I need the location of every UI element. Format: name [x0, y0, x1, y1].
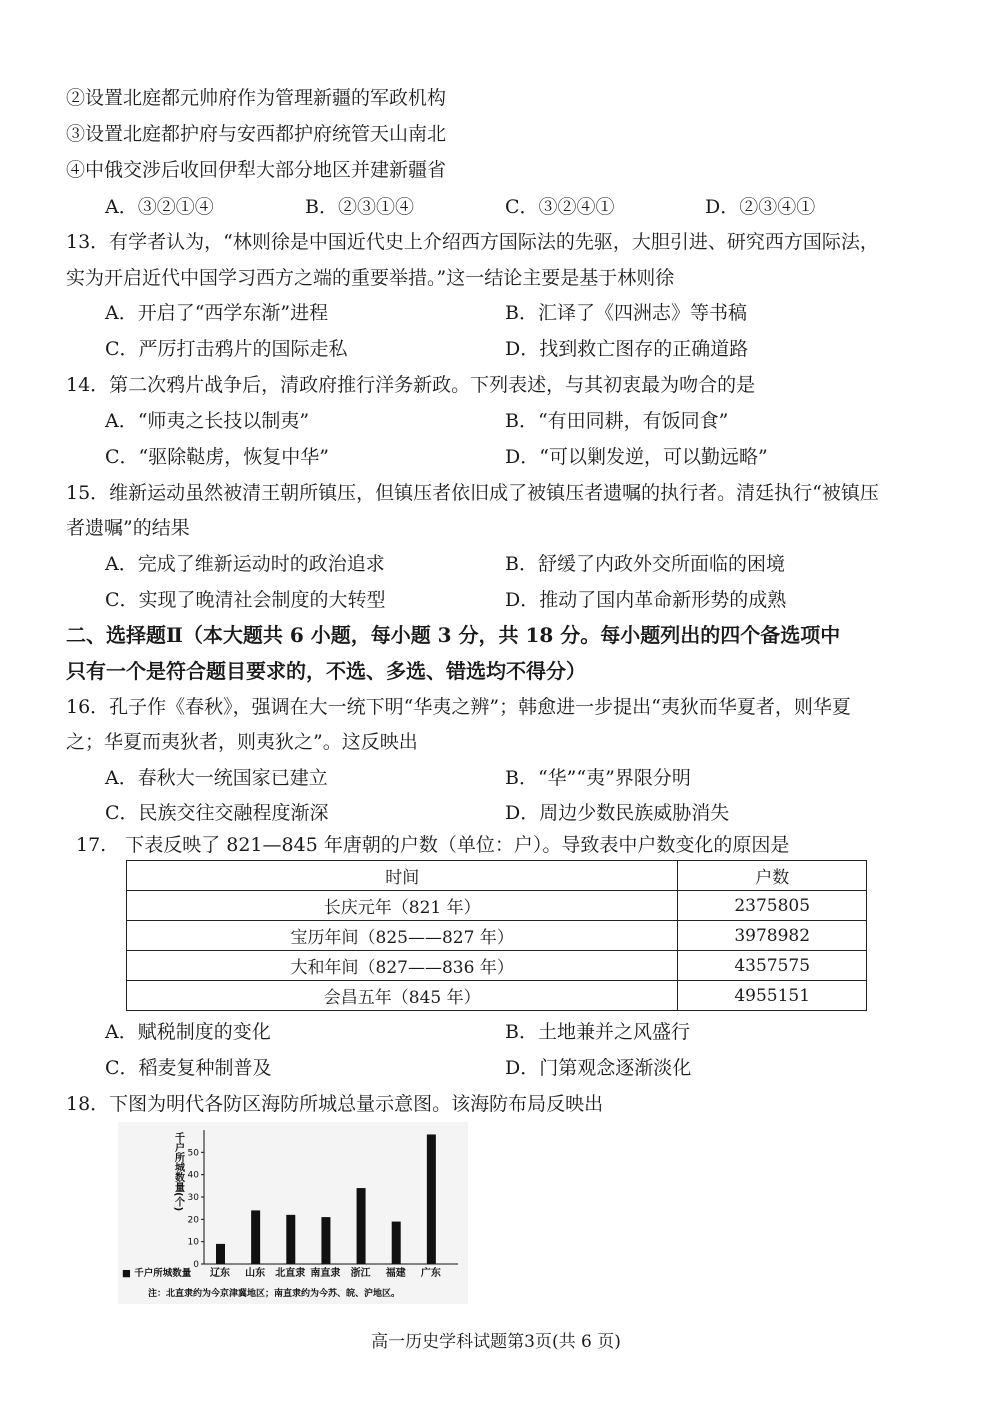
- option-line-3: ③设置北庭都护府与安西都护府统管天山南北: [66, 123, 447, 145]
- table-cell-time: 会昌五年（845 年）: [127, 981, 678, 1011]
- q17-option-b: B．土地兼并之风盛行: [505, 1021, 690, 1043]
- q15-stem-line1: 15．维新运动虽然被清王朝所镇压，但镇压者依旧成了被镇压者遗嘱的执行者。清廷执行“被镇压: [66, 482, 879, 504]
- q13-option-b: B．汇译了《四洲志》等书稿: [505, 302, 747, 324]
- q17-option-c: C．稻麦复种制普及: [105, 1057, 272, 1079]
- q17-option-a: A．赋税制度的变化: [105, 1021, 271, 1043]
- bar: [392, 1222, 401, 1264]
- y-tick-label: 20: [187, 1215, 199, 1226]
- q17-option-d: D．门第观念逐渐淡化: [505, 1057, 692, 1079]
- bar: [251, 1210, 260, 1264]
- q16-option-d: D．周边少数民族威胁消失: [505, 802, 730, 824]
- table-row: [127, 951, 867, 981]
- q12-option-b: B．②③①④: [305, 196, 414, 218]
- x-tick-label: 南直隶: [310, 1268, 341, 1279]
- q15-option-a: A．完成了维新运动时的政治追求: [105, 553, 385, 575]
- q14-option-a: A．“师夷之长技以制夷”: [105, 410, 310, 432]
- q16-option-b: B．“华”“夷”界限分明: [505, 767, 691, 789]
- chart-svg: [118, 1122, 468, 1304]
- q14-option-c: C．“驱除鞑虏，恢复中华”: [105, 446, 329, 468]
- table-row: [127, 981, 867, 1011]
- q16-stem-line2: 之；华夏而夷狄者，则夷狄之”。这反映出: [66, 731, 418, 753]
- q14-option-b: B．“有田同耕，有饭同食”: [505, 410, 729, 432]
- bar: [216, 1244, 225, 1264]
- x-tick-label: 辽东: [210, 1268, 230, 1279]
- table-header-row: [127, 861, 867, 891]
- q12-option-a: A．③②①④: [105, 196, 214, 218]
- chart-note: 注：北直隶约为今京津冀地区；南直隶约为今苏、皖、沪地区。: [148, 1289, 401, 1299]
- bar: [357, 1188, 366, 1264]
- q16-stem-line1: 16．孔子作《春秋》，强调在大一统下明“华夷之辨”；韩愈进一步提出“夷狄而华夏者，则华夏: [66, 696, 851, 718]
- x-tick-label: 广东: [420, 1268, 441, 1279]
- table-header-time: 时间: [127, 861, 678, 891]
- y-tick-label: 30: [187, 1193, 199, 1203]
- q15-option-c: C．实现了晚清社会制度的大转型: [105, 589, 386, 611]
- table-cell-households: 4955151: [678, 981, 867, 1011]
- section2-heading-line1: 二、选择题Ⅱ（本大题共 6 小题，每小题 3 分，共 18 分。每小题列出的四个备选项中: [66, 623, 841, 647]
- q13-stem-line2: 实为开启近代中国学习西方之端的重要举措。”这一结论主要是基于林则徐: [66, 267, 675, 289]
- q16-option-c: C．民族交往交融程度渐深: [105, 802, 329, 824]
- table-cell-time: 长庆元年（821 年）: [127, 891, 678, 921]
- q12-option-c: C．③②④①: [505, 196, 615, 218]
- q14-option-d: D．“可以剿发逆，可以勤远略”: [505, 446, 768, 468]
- q17-stem: 17. 下表反映了 821—845 年唐朝的户数（单位：户）。导致表中户数变化的原因是: [76, 834, 790, 856]
- table-cell-households: 4357575: [678, 951, 867, 981]
- x-tick-label: 浙江: [350, 1268, 371, 1279]
- y-tick-label: 50: [187, 1148, 199, 1159]
- bar: [427, 1134, 436, 1264]
- y-tick-label: 0: [193, 1260, 199, 1270]
- q16-option-a: A．春秋大一统国家已建立: [105, 767, 328, 789]
- q18-stem: 18．下图为明代各防区海防所城总量示意图。该海防布局反映出: [66, 1093, 604, 1115]
- q13-option-c: C．严厉打击鸦片的国际走私: [105, 338, 348, 360]
- table-cell-households: 3978982: [678, 921, 867, 951]
- table-header-households: 户数: [678, 861, 867, 891]
- option-line-4: ④中俄交涉后收回伊犁大部分地区并建新疆省: [66, 159, 447, 181]
- q13-option-d: D．找到救亡图存的正确道路: [505, 338, 749, 360]
- q15-option-b: B．舒缓了内政外交所面临的困境: [505, 553, 785, 575]
- bar: [321, 1217, 330, 1264]
- y-axis-label: 千户所城数量(个): [172, 1132, 184, 1212]
- q13-option-a: A．开启了“西学东渐”进程: [105, 302, 329, 324]
- option-line-2: ②设置北庭都元帅府作为管理新疆的军政机构: [66, 87, 447, 109]
- bar: [286, 1215, 295, 1264]
- table-cell-time: 宝历年间（825——827 年）: [127, 921, 678, 951]
- x-tick-label: 福建: [385, 1268, 406, 1279]
- y-tick-label: 40: [187, 1170, 199, 1181]
- q15-stem-line2: 者遗嘱”的结果: [66, 517, 190, 539]
- table-row: [127, 891, 867, 921]
- page-footer: 高一历史学科试题第3页(共 6 页): [371, 1332, 621, 1352]
- q14-stem: 14．第二次鸦片战争后，清政府推行洋务新政。下列表述，与其初衷最为吻合的是: [66, 374, 756, 396]
- table-cell-households: 2375805: [678, 891, 867, 921]
- household-table: [126, 860, 867, 1011]
- q12-option-d: D．②③④①: [705, 196, 816, 218]
- x-tick-label: 北直隶: [275, 1268, 306, 1279]
- y-tick-label: 10: [187, 1237, 199, 1248]
- q15-option-d: D．推动了国内革命新形势的成熟: [505, 589, 787, 611]
- coastal-defense-chart: [118, 1122, 468, 1304]
- x-tick-label: 山东: [245, 1268, 266, 1279]
- section2-heading-line2: 只有一个是符合题目要求的，不选、多选、错选均不得分）: [66, 659, 586, 683]
- table-row: [127, 921, 867, 951]
- chart-legend: ■ 千户所城数量: [122, 1268, 192, 1279]
- q13-stem-line1: 13．有学者认为，“林则徐是中国近代史上介绍西方国际法的先驱，大胆引进、研究西方国际法，: [66, 231, 879, 253]
- table-cell-time: 大和年间（827——836 年）: [127, 951, 678, 981]
